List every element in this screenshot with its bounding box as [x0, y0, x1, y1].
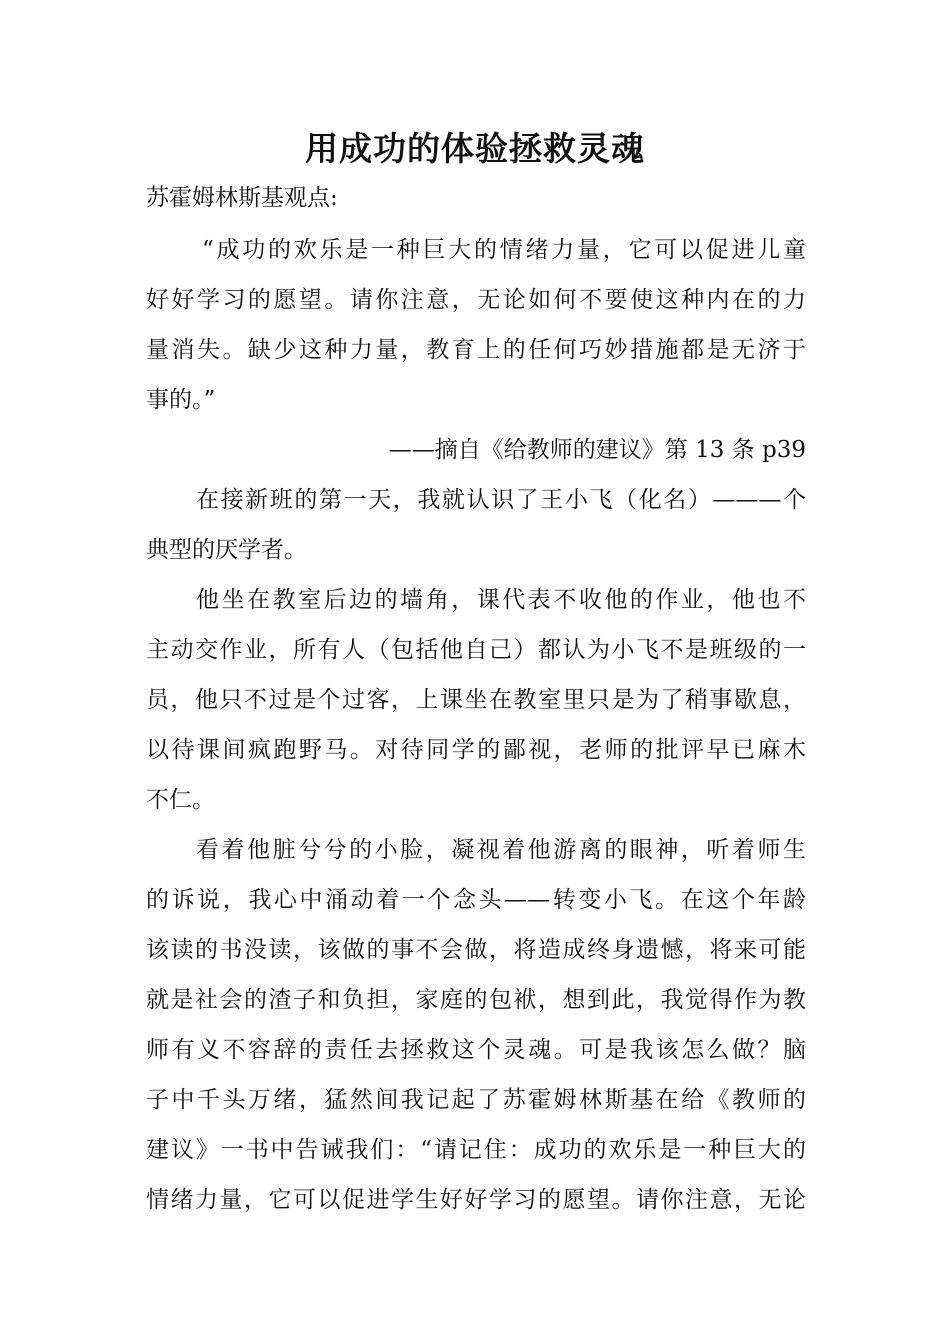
quote-source: ——摘自《给教师的建议》第 13 条 p39 — [388, 437, 806, 463]
paragraph-line: 师有义不容辞的责任去拯救这个灵魂。可是我该怎么做？脑 — [146, 1037, 806, 1063]
paragraph-line: 以待课间疯跑野马。对待同学的鄙视，老师的批评早已麻木 — [146, 737, 806, 763]
paragraph-line: 看着他脏兮兮的小脸，凝视着他游离的眼神，听着师生 — [196, 837, 806, 863]
intro-line: 苏霍姆林斯基观点: — [146, 185, 338, 211]
paragraph-line: 情绪力量，它可以促进学生好好学习的愿望。请你注意，无论 — [146, 1187, 806, 1213]
paragraph-line: 该读的书没读，该做的事不会做，将造成终身遗憾，将来可能 — [146, 937, 806, 963]
paragraph-line: 主动交作业，所有人（包括他自己）都认为小飞不是班级的一 — [146, 637, 806, 663]
paragraph-line: 在接新班的第一天，我就认识了王小飞（化名）———个 — [196, 487, 806, 513]
page-title: 用成功的体验拯救灵魂 — [305, 129, 645, 168]
quote-line: “成功的欢乐是一种巨大的情绪力量，它可以促进儿童 — [202, 237, 806, 263]
paragraph-line: 的诉说，我心中涌动着一个念头——转变小飞。在这个年龄 — [146, 887, 806, 913]
paragraph-line: 典型的厌学者。 — [146, 537, 307, 563]
paragraph-line: 不仁。 — [146, 787, 215, 813]
paragraph-line: 子中千头万绪，猛然间我记起了苏霍姆林斯基在给《教师的 — [146, 1087, 806, 1113]
quote-line: 量消失。缺少这种力量，教育上的任何巧妙措施都是无济于 — [146, 337, 806, 363]
paragraph-line: 他坐在教室后边的墙角，课代表不收他的作业，他也不 — [196, 587, 806, 613]
paragraph-line: 员，他只不过是个过客，上课坐在教室里只是为了稍事歇息， — [146, 687, 806, 713]
paragraph-line: 建议》一书中告诫我们：“请记住：成功的欢乐是一种巨大的 — [146, 1137, 806, 1163]
paragraph-line: 就是社会的渣子和负担，家庭的包袱，想到此，我觉得作为教 — [146, 987, 806, 1013]
quote-line: 事的。” — [146, 387, 216, 413]
quote-line: 好好学习的愿望。请你注意，无论如何不要使这种内在的力 — [146, 287, 806, 313]
